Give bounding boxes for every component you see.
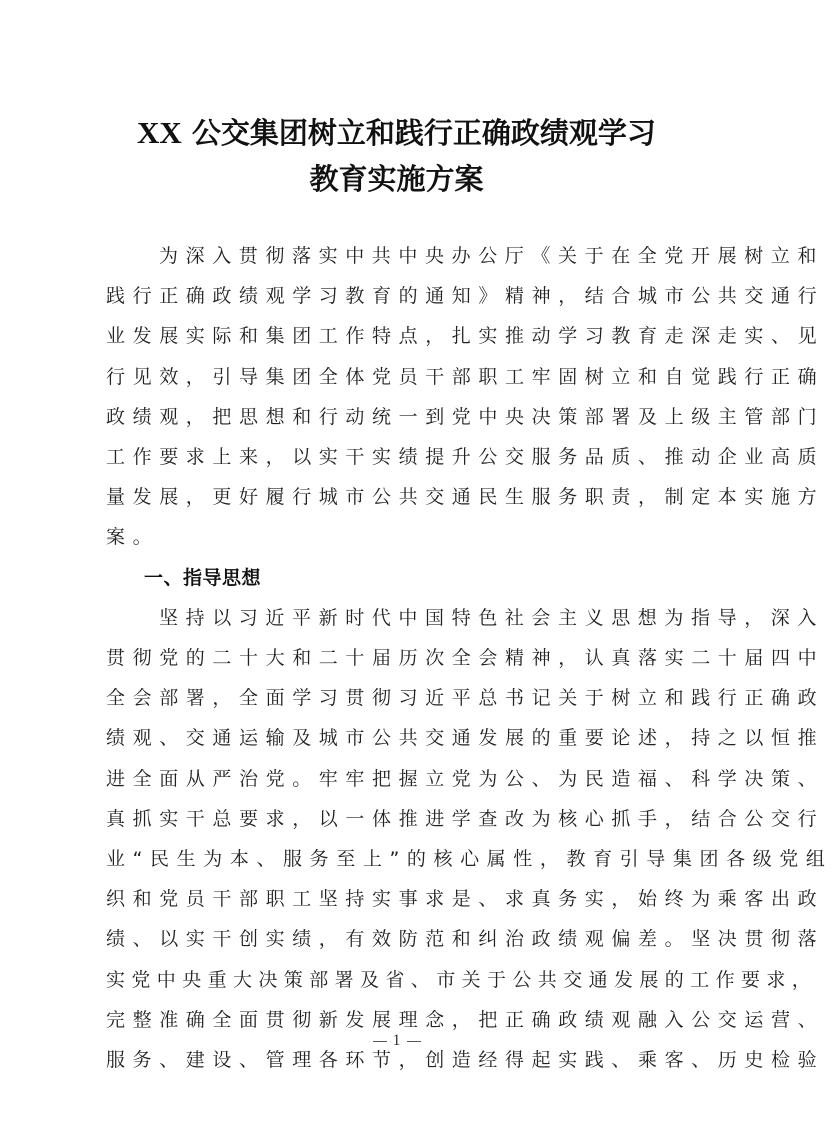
document-body — [106, 236, 833, 1080]
text-line: 工作要求上来，以实干实绩提升公交服务品质、推动企业高质 — [106, 446, 825, 469]
text-line: 完整准确全面贯彻新发展理念，把正确政绩观融入公交运营、 — [106, 1008, 825, 1031]
text-line: 业“民生为本、服务至上”的核心属性，教育引导集团各级党组 — [106, 848, 833, 871]
text-line: 量发展，更好履行城市公共交通民生服务职责，制定本实施方 — [106, 486, 825, 509]
page-footer — [0, 1032, 793, 1050]
title-prefix: XX — [137, 115, 182, 150]
page-number-dash-left — [373, 1041, 387, 1042]
text-line: 真抓实干总要求，以一体推进学查改为核心抓手，结合公交行 — [106, 807, 825, 830]
text-line: 进全面从严治党。牢牢把握立党为公、为民造福、科学决策、 — [106, 767, 825, 790]
text-line: 贯彻党的二十大和二十届历次全会精神，认真落实二十届四中 — [106, 647, 825, 670]
text-line: 服务、建设、管理各环节，创造经得起实践、乘客、历史检验 — [106, 1049, 825, 1072]
text-line: 织和党员干部职工坚持实事求是、求真务实，始终为乘客出政 — [106, 888, 825, 911]
text-line: 案。 — [106, 526, 160, 549]
title-line-1-text: 公交集团树立和践行正确政绩观学习 — [181, 116, 656, 150]
text-line: 践行正确政绩观学习教育的通知》精神，结合城市公共交通行 — [106, 285, 825, 308]
text-line: 行见效，引导集团全体党员干部职工牢固树立和自觉践行正确 — [106, 365, 825, 388]
document-title — [100, 110, 693, 202]
text-line: 坚持以习近平新时代中国特色社会主义思想为指导，深入 — [159, 606, 825, 629]
text-line: 业发展实际和集团工作特点，扎实推动学习教育走深走实、见 — [106, 325, 825, 348]
section-heading-guiding-ideology: 一、指导思想 — [144, 566, 262, 589]
intro-paragraph — [106, 236, 825, 558]
page-number: 1 — [392, 1032, 401, 1049]
text-line: 政绩观，把思想和行动统一到党中央决策部署及上级主管部门 — [106, 405, 825, 428]
text-line: 全会部署，全面学习贯彻习近平总书记关于树立和践行正确政 — [106, 687, 825, 710]
title-line-2: 教育实施方案 — [309, 162, 484, 196]
page-number-dash-right — [407, 1041, 421, 1042]
text-line: 绩、以实干创实绩，有效防范和纠治政绩观偏差。坚决贯彻落 — [106, 928, 825, 951]
text-line: 绩观、交通运输及城市公共交通发展的重要论述，持之以恒推 — [106, 727, 825, 750]
text-line: 实党中央重大决策部署及省、市关于公共交通发展的工作要求， — [106, 968, 818, 991]
text-line: 为深入贯彻落实中共中央办公厅《关于在全党开展树立和 — [159, 245, 825, 267]
title-line-1 — [100, 110, 693, 156]
section1-paragraph — [106, 598, 833, 1080]
